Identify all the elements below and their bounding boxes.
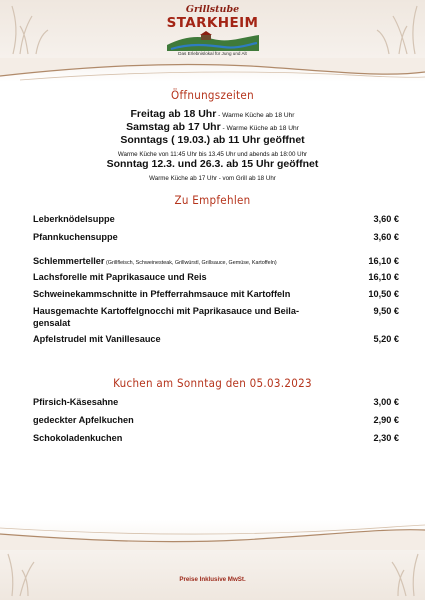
- menu-item: [33, 213, 399, 227]
- menu-item: [33, 288, 399, 302]
- landscape-icon: [167, 31, 259, 51]
- hours-line-special-kitchen: [0, 167, 425, 185]
- logo-tagline: Das Erlebnislokal für Jung und Alt: [178, 51, 247, 56]
- menu-item: [33, 255, 399, 269]
- menu-item-name: Schweinekammschnitte in Pfefferrahmsauce mit Kartoffeln: [33, 289, 291, 299]
- opening-hours-heading: Öffnungszeiten: [171, 88, 254, 102]
- menu-item-price: 3,00 €: [373, 397, 399, 407]
- menu-item-note: (Grillfleisch, Schweinesteak, Grillwürstl, Grillsauce, Gemüse, Kartoffeln): [104, 260, 277, 266]
- restaurant-logo: [162, 4, 263, 74]
- logo-name-main: STARKHEIM: [166, 15, 259, 31]
- menu-item: [33, 432, 399, 446]
- menu-item-price: 2,90 €: [373, 415, 399, 425]
- menu-item-name: gedeckter Apfelkuchen: [33, 415, 134, 425]
- menu-item: [33, 305, 399, 331]
- hours-line-bold: Sonntags ( 19.03.) ab 11 Uhr geöffnet: [120, 134, 305, 146]
- menu-item: [33, 396, 399, 410]
- menu-item-name: Hausgemachte Kartoffelgnocchi mit Paprikasauce und Beila-gensalat: [33, 306, 299, 328]
- menu-item-price: 2,30 €: [373, 433, 399, 443]
- footer-vat-note: Preise Inklusive MwSt.: [179, 576, 246, 583]
- recommend-heading: Zu Empfehlen: [174, 193, 251, 207]
- hours-line-note: - Warme Küche ab 18 Uhr: [216, 112, 295, 119]
- menu-item-price: 10,50 €: [368, 289, 399, 299]
- menu-item-name: Leberknödelsuppe: [33, 214, 115, 224]
- grass-bottom-right-icon: [358, 538, 420, 598]
- menu-item-name: Schlemmerteller: [33, 256, 105, 266]
- hours-line-bold: Sonntag 12.3. und 26.3. ab 15 Uhr geöffnet: [106, 158, 319, 170]
- cakes-heading: Kuchen am Sonntag den 05.03.2023: [113, 376, 312, 390]
- hours-line-note: Warme Küche ab 17 Uhr - vom Grill ab 18 Uhr: [149, 175, 276, 182]
- menu-item-price: 9,50 €: [373, 306, 399, 316]
- hours-line-bold: Samstag ab 17 Uhr: [126, 121, 221, 133]
- grass-bottom-left-icon: [6, 538, 66, 598]
- logo-name-top: Grillstube: [185, 4, 240, 15]
- menu-item-price: 3,60 €: [373, 214, 399, 224]
- hours-line-note: - Warme Küche ab 18 Uhr: [220, 125, 299, 132]
- menu-item: [33, 231, 399, 245]
- menu-item-price: 16,10 €: [368, 256, 399, 266]
- hours-line-bold: Freitag ab 18 Uhr: [130, 108, 217, 120]
- menu-item-name: Lachsforelle mit Paprikasauce und Reis: [33, 272, 207, 282]
- grass-left-icon: [8, 4, 68, 56]
- menu-item-price: 16,10 €: [368, 272, 399, 282]
- menu-item-name: Apfelstrudel mit Vanillesauce: [33, 334, 161, 344]
- hours-line-note: Warme Küche von 11:45 Uhr bis 13.45 Uhr und abends ab 18:00 Uhr: [117, 151, 308, 158]
- menu-item-name: Pfannkuchensuppe: [33, 232, 118, 242]
- menu-item-name: Schokoladenkuchen: [33, 433, 123, 443]
- menu-item-price: 3,60 €: [373, 232, 399, 242]
- menu-item: [33, 333, 399, 347]
- menu-item-price: 5,20 €: [373, 334, 399, 344]
- menu-item-name: Pfirsich-Käsesahne: [33, 397, 119, 407]
- menu-item: [33, 271, 399, 285]
- menu-item: [33, 414, 399, 428]
- grass-right-icon: [355, 4, 420, 56]
